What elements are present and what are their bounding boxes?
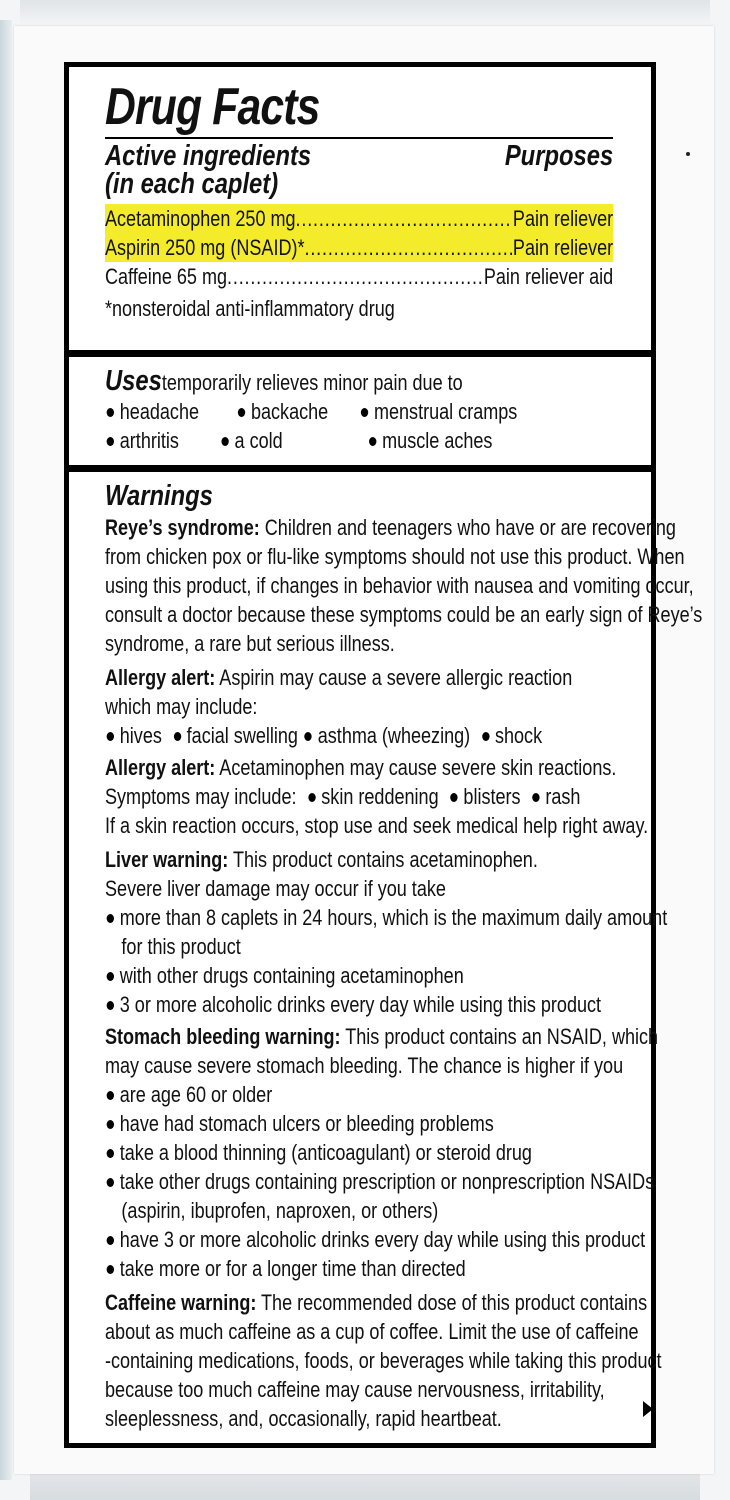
ingredient-purpose: Pain reliever aid (483, 264, 614, 289)
bullet-icon (238, 408, 245, 417)
text-line: which may include: (105, 694, 258, 719)
list-item: asthma (wheezing) (317, 723, 471, 748)
text-line: because too much caffeine may cause nervousness, irritability, (105, 1377, 605, 1402)
leader-dots (296, 204, 513, 233)
bullet-icon (107, 1236, 114, 1245)
use-item: menstrual cramps (373, 399, 518, 424)
bullet-icon (174, 732, 181, 741)
caffeine-warning (105, 1288, 662, 1433)
list-item: rash (545, 784, 581, 809)
use-item: arthritis (119, 428, 179, 453)
active-heading-line2: (in each caplet) (105, 168, 279, 200)
bullet-icon (305, 732, 312, 741)
allergy-alert-acetaminophen (105, 753, 649, 840)
bullet-icon (107, 1178, 114, 1187)
list-item: shock (494, 723, 543, 748)
bullet-icon (107, 1091, 114, 1100)
list-item: skin reddening (321, 784, 439, 809)
bullet-icon (107, 437, 114, 446)
use-item: headache (119, 399, 200, 424)
active-heading-line1: Active ingredients (105, 140, 312, 172)
use-item: muscle aches (382, 428, 493, 453)
list-item: with other drugs containing acetaminophen (119, 963, 464, 988)
list-item: blisters (463, 784, 521, 809)
text-line: from chicken pox or flu-like symptoms should not use this product. When (105, 544, 685, 569)
allergy-label: Allergy alert: (105, 665, 216, 690)
print-mark (686, 152, 690, 156)
uses-content (105, 367, 522, 455)
list-item: are age 60 or older (119, 1082, 273, 1107)
ingredients-footnote: *nonsteroidal anti-inflammatory drug (105, 296, 395, 321)
ingredient-name: Caffeine 65 mg (105, 264, 228, 289)
bullet-icon (369, 437, 376, 446)
use-item: a cold (234, 428, 283, 453)
allergy-label: Allergy alert: (105, 755, 216, 780)
ingredient-name: Acetaminophen 250 mg (105, 206, 296, 231)
text-line: may cause severe stomach bleeding. The chance is higher if you (105, 1053, 624, 1078)
list-item: have 3 or more alcoholic drinks every day while using this product (119, 1227, 646, 1252)
text-line: about as much caffeine as a cup of coffee. Limit the use of caffeine (105, 1319, 639, 1344)
bullet-icon (107, 408, 114, 417)
title-rule (105, 137, 613, 139)
text-line: This product contains an NSAID, which (340, 1024, 659, 1049)
continue-arrow-icon (643, 1401, 653, 1417)
bullet-icon (482, 732, 489, 741)
bullet-icon (308, 793, 315, 802)
list-item-continuation: (aspirin, ibuprofen, naproxen, or others) (121, 1198, 439, 1223)
list-item-continuation: for this product (121, 934, 241, 959)
drug-facts-title: Drug Facts (105, 78, 320, 136)
warnings-content (105, 479, 703, 1433)
ingredient-purpose: Pain reliever (512, 206, 614, 231)
drug-facts-panel (64, 62, 703, 1448)
bullet-icon (107, 732, 114, 741)
ingredient-name: Aspirin 250 mg (NSAID)* (105, 235, 305, 260)
bullet-icon (107, 972, 114, 981)
liver-label: Liver warning: (105, 847, 229, 872)
list-item: take a blood thinning (anticoagulant) or steroid drug (119, 1140, 532, 1165)
text-line: using this product, if changes in behavior with nausea and vomiting occur, (105, 573, 694, 598)
list-item: have had stomach ulcers or bleeding problems (119, 1111, 494, 1136)
bullet-icon (107, 1149, 114, 1158)
text-line: consult a doctor because these symptoms could be an early sign of Reye’s (105, 602, 703, 627)
text-line: Symptoms may include: (105, 784, 297, 809)
bullet-icon (221, 437, 228, 446)
section-divider (69, 465, 651, 472)
stomach-label: Stomach bleeding warning: (105, 1024, 341, 1049)
list-item: 3 or more alcoholic drinks every day while using this product (119, 992, 602, 1017)
bullet-icon (107, 914, 114, 923)
stomach-bleeding-warning (105, 1022, 659, 1283)
text-line: The recommended dose of this product contains (256, 1290, 648, 1315)
list-item: hives (119, 723, 162, 748)
text-line: Acetaminophen may cause severe skin reactions. (215, 755, 617, 780)
active-header (105, 142, 613, 198)
warnings-heading: Warnings (105, 480, 213, 512)
reyes-label: Reye’s syndrome: (105, 515, 260, 540)
bullet-icon (361, 408, 368, 417)
ingredient-row (105, 262, 613, 291)
purposes-heading: Purposes (504, 140, 614, 172)
bullet-icon (107, 1001, 114, 1010)
text-line: syndrome, a rare but serious illness. (105, 631, 395, 656)
warnings-section (69, 479, 703, 1433)
bullet-icon (532, 793, 539, 802)
text-line: If a skin reaction occurs, stop use and seek medical help right away. (105, 813, 649, 838)
uses-section (69, 367, 651, 455)
text-line: Aspirin may cause a severe allergic reaction (215, 665, 573, 690)
text-line: This product contains acetaminophen. (228, 847, 538, 872)
ingredient-row (105, 233, 613, 262)
package-side-edge (0, 20, 12, 1480)
text-line: Children and teenagers who have or are recovering (259, 515, 676, 540)
liver-warning (105, 845, 668, 1019)
list-item: take more or for a longer time than directed (119, 1256, 466, 1281)
leader-dots (305, 233, 513, 262)
list-item: more than 8 caplets in 24 hours, which is the maximum daily amount (119, 905, 668, 930)
active-ingredients-section (69, 78, 651, 323)
uses-heading: Uses (105, 365, 162, 397)
allergy-alert-aspirin (105, 663, 573, 750)
ingredient-purpose: Pain reliever (512, 235, 614, 260)
bullet-icon (107, 1265, 114, 1274)
bullet-icon (450, 793, 457, 802)
leader-dots (227, 262, 484, 291)
bullet-icon (107, 1120, 114, 1129)
ingredients-list (105, 204, 614, 323)
caffeine-label: Caffeine warning: (105, 1290, 257, 1315)
uses-intro: temporarily relieves minor pain due to (161, 370, 463, 395)
text-line: -containing medications, foods, or beverages while taking this product (105, 1348, 662, 1373)
ingredient-row (105, 204, 613, 233)
text-line: sleeplessness, and, occasionally, rapid heartbeat. (105, 1406, 502, 1431)
section-divider (69, 350, 651, 357)
text-line: Severe liver damage may occur if you take (105, 876, 446, 901)
list-item: take other drugs containing prescription or nonprescription NSAIDs (119, 1169, 655, 1194)
list-item: facial swelling (186, 723, 298, 748)
reyes-warning (105, 513, 703, 658)
use-item: backache (250, 399, 329, 424)
